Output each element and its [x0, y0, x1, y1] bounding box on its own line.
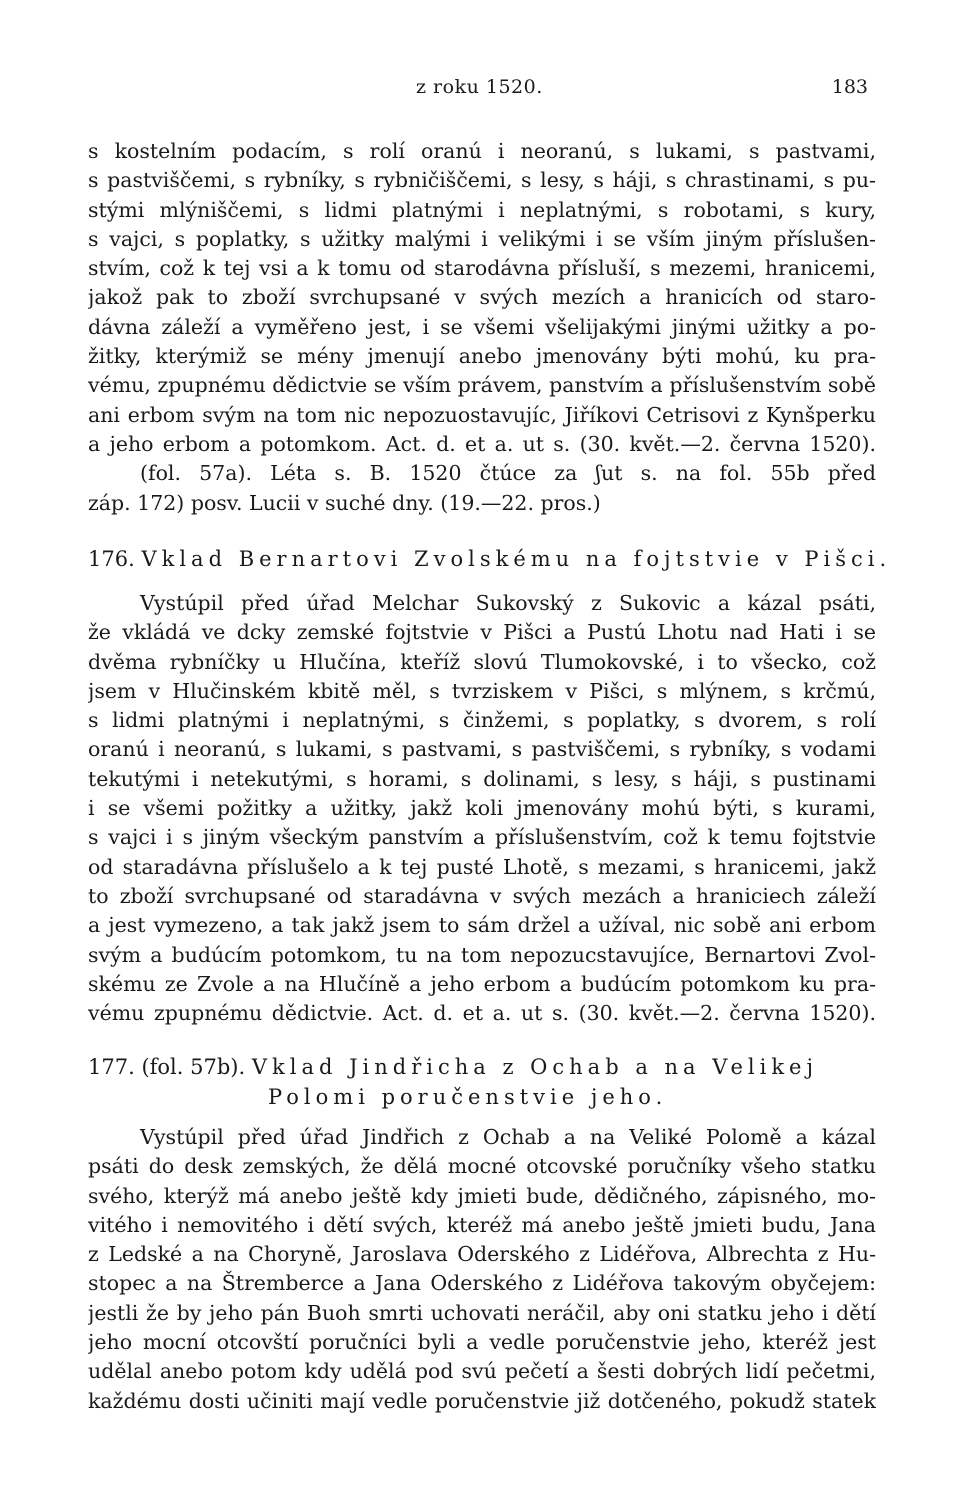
entry-176-body: [88, 589, 876, 1028]
text-line: to zboží svrchupsané od staradávna v svých mezách a hraniciech záleží: [88, 883, 876, 908]
text-line: udělal anebo potom kdy udělá pod svú pečetí a šesti dobrých lidí pečetmi,: [88, 1359, 876, 1384]
entry-176-heading: [88, 544, 892, 574]
text-line: vému zpupnému dědictvie. Act. d. et a. ut s. (30. květ.—2. června 1520).: [88, 1001, 876, 1026]
text-line: stými mlýniščemi, s lidmi platnými i neplatnými, s robotami, s kury,: [88, 197, 876, 222]
text-line: jestli že by jeho pán Buoh smrti uchovati neráčil, aby oni statku jeho i dětí: [88, 1300, 876, 1325]
text-line: Vystúpil před úřad Jindřich z Ochab a na Veliké Polomě a kázal: [140, 1125, 876, 1149]
entry-number: 177.: [88, 1055, 135, 1079]
text-line: jakož pak to zboží svrchupsané v svých mezích a hranicích od staro-: [88, 285, 876, 310]
running-title: z roku 1520.: [416, 76, 543, 98]
entry-heading-line: [88, 544, 892, 574]
text-line: (fol. 57a). Léta s. B. 1520 čtúce za ʃut s. na fol. 55b před: [140, 461, 876, 486]
text-line: i se všemi požitky a užitky, jakž koli jmenovány mohú býti, s kurami,: [88, 796, 876, 821]
text-line: žitky, kterýmiž se mény jmenují anebo jmenovány býti mohú, ku pra-: [88, 344, 876, 369]
text-line: každému dosti učiniti mají vedle poručenstvie již dotčeného, pokudž statek: [88, 1388, 876, 1413]
entry-folio: (fol. 57b).: [141, 1055, 246, 1079]
text-line: dvěma rybníčky u Hlučína, kteříž slovú Tlumokovské, i to všecko, což: [88, 649, 876, 674]
text-line: jsem v Hlučinském kbitě měl, s tvrziskem v Pišci, s mlýnem, s krčmú,: [88, 678, 876, 703]
text-line: svého, kterýž má anebo ještě kdy jmieti bude, dědičného, zápisného, mo-: [88, 1183, 876, 1208]
text-line: jeho mocní otcovští poručníci byli a vedle poručenstvie jeho, kteréž jest: [88, 1330, 876, 1355]
text-line: s vajci i s jiným všeckým panstvím a příslušenstvím, což k temu fojtstvie: [88, 825, 876, 850]
text-line: stvím, což k tej vsi a k tomu od starodávna přísluší, s mezemi, hranicemi,: [88, 256, 876, 281]
continuation-paragraph: [88, 137, 876, 518]
text-line: záp. 172) posv. Lucii v suché dny. (19.—22. pros.): [88, 490, 601, 515]
entry-heading-line: [88, 1082, 876, 1112]
text-line: ani erbom svým na tom nic nepozuostavujíc, Jiříkovi Cetrisovi z Kynšperku: [88, 402, 876, 427]
running-head: [0, 76, 960, 102]
entry-177-body: [88, 1123, 876, 1416]
text-line: skému ze Zvole a na Hlučíně a jeho erbom a budúcím potomkom ku pra-: [88, 971, 876, 996]
text-line: Vystúpil před úřad Melchar Sukovský z Sukovic a kázal psáti,: [140, 591, 876, 615]
text-line: tekutými i netekutými, s horami, s dolinami, s lesy, s háji, s pustinami: [88, 766, 876, 791]
text-line: s pastviščemi, s rybníky, s rybničiščemi, s lesy, s háji, s chrastinami, s pu-: [88, 168, 876, 193]
text-line: oranú i neoranú, s lukami, s pastvami, s pastviščemi, s rybníky, s vodami: [88, 737, 876, 762]
text-line: dávna záleží a vyměřeno jest, i se všemi všelijakými jinými užitky a po-: [88, 314, 876, 339]
text-line: od staradávna příslušelo a k tej pusté Lhotě, s mezami, s hranicemi, jakž: [88, 854, 876, 879]
text-line: vému, zpupnému dědictvie se vším právem, panstvím a příslušenstvím sobě: [88, 373, 876, 398]
text-line: vitého i nemovitého i dětí svých, kteréž má anebo ještě jmieti budu, Jana: [88, 1212, 876, 1237]
text-line: a jest vymezeno, a tak jakž jsem to sám držel a užíval, nic sobě ani erbom: [88, 913, 876, 938]
entry-number: 176.: [88, 547, 135, 571]
entry-title: Vklad Bernartovi Zvolskému na fojtstvie v Pišci.: [141, 547, 892, 571]
text-line: psáti do desk zemských, že dělá mocné otcovské poručníky všeho statku: [88, 1154, 876, 1179]
text-line: s kostelním podacím, s rolí oranú i neoranú, s lukami, s pastvami,: [88, 139, 876, 163]
text-line: z Ledské a na Choryně, Jaroslava Oderského z Lidéřova, Albrechta z Hu-: [88, 1242, 876, 1267]
entry-title: Vklad Jindřicha z Ochab a na Velikej: [251, 1055, 819, 1079]
text-line: a jeho erbom a potomkom. Act. d. et a. ut s. (30. květ.—2. června 1520).: [88, 431, 876, 456]
entry-177-heading: [88, 1052, 876, 1112]
text-line: svým a budúcím potomkom, tu na tom nepozucstavujíce, Bernartovi Zvol-: [88, 942, 876, 967]
text-line: stopec a na Štremberce a Jana Oderského z Lidéřova takovým obyčejem:: [88, 1271, 876, 1296]
entry-title-continuation: Polomi poručenstvie jeho.: [268, 1085, 668, 1109]
text-line: s vajci, s poplatky, s užitky malými i velikými i se vším jiným příslušen-: [88, 226, 876, 251]
page-number: 183: [831, 76, 868, 98]
text-line: že vkládá ve dcky zemské fojtstvie v Pišci a Pustú Lhotu nad Hati i se: [88, 620, 876, 645]
text-line: s lidmi platnými i neplatnými, s činžemi, s poplatky, s dvorem, s rolí: [88, 708, 876, 733]
entry-heading-line: [88, 1052, 876, 1082]
